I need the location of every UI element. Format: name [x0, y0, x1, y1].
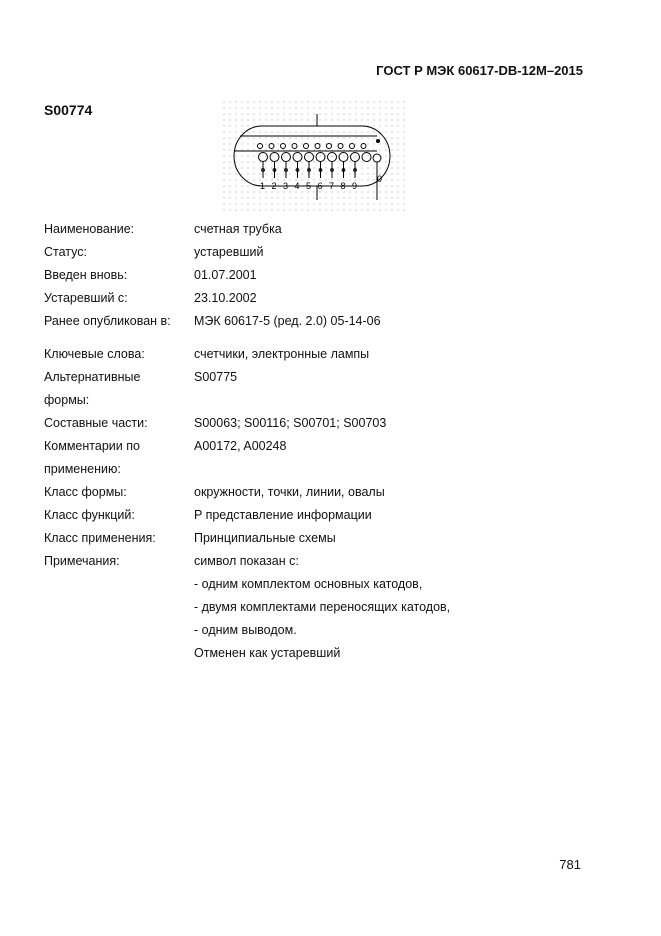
label-keywords: Ключевые слова:	[44, 347, 145, 361]
value-notes-3: - двумя комплектами переносящих катодов,	[194, 600, 451, 614]
pin-number: 7	[329, 181, 335, 191]
main-cathode	[270, 153, 279, 162]
spacer	[44, 333, 484, 343]
transfer-cathode	[292, 144, 297, 149]
transfer-cathode	[327, 144, 332, 149]
main-cathode	[259, 153, 268, 162]
label-application-class: Класс применения:	[44, 531, 156, 545]
value-parts: S00063; S00116; S00701; S00703	[194, 416, 387, 430]
value-form-class: окружности, точки, линии, овалы	[194, 485, 385, 499]
pin-number: 2	[271, 181, 277, 191]
transfer-cathode	[338, 144, 343, 149]
label-function-class: Класс функций:	[44, 508, 135, 522]
attributes	[44, 218, 484, 665]
main-cathode	[339, 153, 348, 162]
document-header: ГОСТ Р МЭК 60617-DB-12M–2015	[376, 63, 583, 78]
row-function-class	[44, 504, 484, 527]
label-alt-forms-cont: формы:	[44, 393, 90, 407]
row-name	[44, 218, 484, 241]
row-comments	[44, 435, 484, 458]
tube-envelope	[234, 126, 390, 186]
row-parts	[44, 412, 484, 435]
value-notes-1: символ показан с:	[194, 554, 299, 568]
main-cathode	[305, 153, 314, 162]
value-name: счетная трубка	[194, 222, 282, 236]
label-obsolete: Устаревший с:	[44, 291, 128, 305]
value-notes-5: Отменен как устаревший	[194, 646, 341, 660]
label-status: Статус:	[44, 245, 87, 259]
value-comments: A00172, A00248	[194, 439, 287, 453]
label-alt-forms: Альтернативные	[44, 370, 141, 384]
row-notes-4	[44, 619, 484, 642]
value-obsolete: 23.10.2002	[194, 291, 257, 305]
pin-number: 3	[283, 181, 289, 191]
label-comments: Комментарии по	[44, 439, 140, 453]
transfer-cathode	[269, 144, 274, 149]
row-notes	[44, 550, 484, 573]
label-comments-cont: применению:	[44, 462, 121, 476]
main-cathode	[293, 153, 302, 162]
value-function-class: P представление информации	[194, 508, 372, 522]
main-cathode	[282, 153, 291, 162]
extra-circle	[373, 154, 381, 162]
pin-number: 1	[260, 181, 266, 191]
row-alt-forms-cont	[44, 389, 484, 412]
pin-number: 8	[340, 181, 346, 191]
label-notes: Примечания:	[44, 554, 120, 568]
row-introduced	[44, 264, 484, 287]
counting-tube-symbol	[222, 100, 408, 212]
row-status	[44, 241, 484, 264]
transfer-cathode	[361, 144, 366, 149]
transfer-cathode	[281, 144, 286, 149]
value-published: МЭК 60617-5 (ред. 2.0) 05-14-06	[194, 314, 381, 328]
value-application-class: Принципиальные схемы	[194, 531, 336, 545]
label-introduced: Введен вновь:	[44, 268, 128, 282]
value-keywords: счетчики, электронные лампы	[194, 347, 370, 361]
page-number: 781	[559, 857, 581, 872]
value-alt-forms: S00775	[194, 370, 238, 384]
transfer-cathode	[350, 144, 355, 149]
label-published: Ранее опубликован в:	[44, 314, 171, 328]
row-application-class	[44, 527, 484, 550]
extra-dot	[376, 139, 380, 143]
value-introduced: 01.07.2001	[194, 268, 257, 282]
main-cathode	[351, 153, 360, 162]
row-form-class	[44, 481, 484, 504]
transfer-cathode	[304, 144, 309, 149]
extra-label: 0	[377, 174, 383, 184]
row-keywords	[44, 343, 484, 366]
pin-number: 4	[294, 181, 300, 191]
main-cathode	[328, 153, 337, 162]
main-cathode	[316, 153, 325, 162]
main-cathode	[362, 153, 371, 162]
row-published	[44, 310, 484, 333]
pin-number: 6	[317, 181, 323, 191]
row-comments-cont	[44, 458, 484, 481]
value-notes-4: - одним выводом.	[194, 623, 297, 637]
row-alt-forms	[44, 366, 484, 389]
transfer-cathode	[315, 144, 320, 149]
row-notes-5	[44, 642, 484, 665]
symbol-code: S00774	[44, 102, 93, 118]
value-status: устаревший	[194, 245, 264, 259]
row-obsolete	[44, 287, 484, 310]
label-parts: Составные части:	[44, 416, 148, 430]
row-notes-3	[44, 596, 484, 619]
value-notes-2: - одним комплектом основных катодов,	[194, 577, 423, 591]
pin-number: 9	[352, 181, 358, 191]
pin-number: 5	[306, 181, 312, 191]
label-name: Наименование:	[44, 222, 135, 236]
row-notes-2	[44, 573, 484, 596]
label-form-class: Класс формы:	[44, 485, 127, 499]
